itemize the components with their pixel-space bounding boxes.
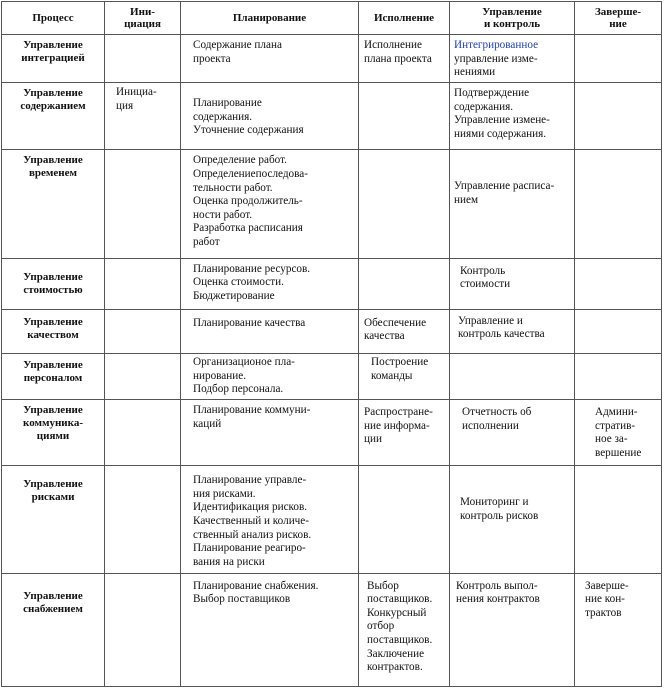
initiation-cell bbox=[105, 150, 181, 258]
execution-cell bbox=[359, 83, 450, 150]
table-row bbox=[2, 353, 662, 399]
table-row bbox=[2, 400, 662, 466]
process-cell: Управление качеством bbox=[2, 309, 105, 353]
initiation-cell bbox=[105, 309, 181, 353]
process-groups-table bbox=[1, 1, 662, 687]
execution-cell: Исполнение плана проекта bbox=[359, 35, 450, 83]
control-cell: Управление и контроль качества bbox=[450, 309, 575, 353]
completion-cell bbox=[575, 258, 662, 309]
header-completion: Заверше- ние bbox=[575, 2, 662, 35]
control-cell: Отчетность об исполнении bbox=[450, 400, 575, 466]
table-row bbox=[2, 309, 662, 353]
process-cell: Управление рисками bbox=[2, 466, 105, 573]
planning-cell: Организационое пла- нирование. Подбор персонала. bbox=[181, 353, 359, 399]
execution-cell: Распростране- ние информа- ции bbox=[359, 400, 450, 466]
table-row bbox=[2, 258, 662, 309]
control-cell: Контроль стоимости bbox=[450, 258, 575, 309]
header-execution: Исполнение bbox=[359, 2, 450, 35]
initiation-cell bbox=[105, 258, 181, 309]
planning-cell: Планирование содержания. Уточнение содержания bbox=[181, 83, 359, 150]
header-planning: Планирование bbox=[181, 2, 359, 35]
table-row bbox=[2, 35, 662, 83]
execution-cell: Обеспечение качества bbox=[359, 309, 450, 353]
planning-cell: Планирование качества bbox=[181, 309, 359, 353]
execution-cell: Построение команды bbox=[359, 353, 450, 399]
initiation-cell bbox=[105, 466, 181, 573]
control-cell bbox=[450, 353, 575, 399]
highlighted-text: Интегрированное bbox=[454, 39, 539, 51]
process-cell: Управление коммуника- циями bbox=[2, 400, 105, 466]
initiation-cell bbox=[105, 400, 181, 466]
completion-cell bbox=[575, 83, 662, 150]
execution-cell bbox=[359, 258, 450, 309]
planning-cell: Содержание плана проекта bbox=[181, 35, 359, 83]
completion-cell bbox=[575, 353, 662, 399]
execution-cell: Выбор поставщиков. Конкурсный отбор поставщиков. Заключение контрактов. bbox=[359, 573, 450, 686]
completion-cell bbox=[575, 150, 662, 258]
planning-cell: Планирование управле- ния рисками. Идентификация рисков. Качественный и количе- ственный анализ рисков. Планирование реагиро- вания на риски bbox=[181, 466, 359, 573]
completion-cell: Админи- стратив- ное за- вершение bbox=[575, 400, 662, 466]
control-cell: Управление расписа- нием bbox=[450, 150, 575, 258]
header-initiation: Ини- циация bbox=[105, 2, 181, 35]
initiation-cell bbox=[105, 353, 181, 399]
table-row bbox=[2, 83, 662, 150]
header-row bbox=[2, 2, 662, 35]
execution-cell bbox=[359, 466, 450, 573]
control-cell: Мониторинг и контроль рисков bbox=[450, 466, 575, 573]
process-cell: Управление интеграцией bbox=[2, 35, 105, 83]
control-text: управление изме- нениями bbox=[454, 52, 538, 79]
process-cell: Управление снабжением bbox=[2, 573, 105, 686]
process-cell: Управление содержанием bbox=[2, 83, 105, 150]
control-cell: Контроль выпол- нения контрактов bbox=[450, 573, 575, 686]
process-cell: Управление персоналом bbox=[2, 353, 105, 399]
process-cell: Управление стоимостью bbox=[2, 258, 105, 309]
table-row bbox=[2, 150, 662, 258]
completion-cell bbox=[575, 309, 662, 353]
table-row bbox=[2, 573, 662, 686]
control-cell: Подтверждение содержания. Управление измене- ниями содержания. bbox=[450, 83, 575, 150]
execution-cell bbox=[359, 150, 450, 258]
header-control: Управление и контроль bbox=[450, 2, 575, 35]
completion-cell bbox=[575, 466, 662, 573]
control-cell bbox=[450, 35, 575, 83]
header-process: Процесс bbox=[2, 2, 105, 35]
planning-cell: Планирование ресурсов. Оценка стоимости. Бюджетирование bbox=[181, 258, 359, 309]
planning-cell: Определение работ. Определениепоследова- тельности работ. Оценка продолжитель- ности работ. Разработка расписания работ bbox=[181, 150, 359, 258]
planning-cell: Планирование коммуни- каций bbox=[181, 400, 359, 466]
table-row bbox=[2, 466, 662, 573]
process-cell: Управление временем bbox=[2, 150, 105, 258]
initiation-cell: Инициа- ция bbox=[105, 83, 181, 150]
completion-cell: Заверше- ние кон- трактов bbox=[575, 573, 662, 686]
initiation-cell bbox=[105, 573, 181, 686]
planning-cell: Планирование снабжения. Выбор поставщиков bbox=[181, 573, 359, 686]
initiation-cell bbox=[105, 35, 181, 83]
completion-cell bbox=[575, 35, 662, 83]
